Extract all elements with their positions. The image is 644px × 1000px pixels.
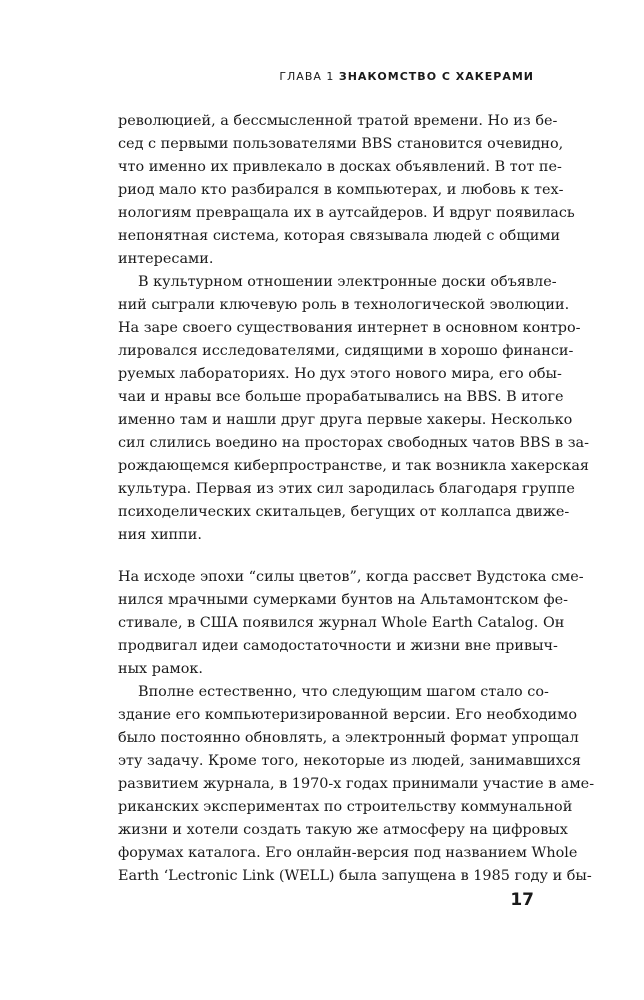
text-line: было постоянно обновлять, а электронный формат упрощал: [118, 730, 579, 746]
text-line: На заре своего существования интернет в основном контро-: [118, 320, 581, 336]
text-line: сед с первыми пользователями BBS становится очевидно,: [118, 136, 564, 152]
body-section-two: [118, 566, 595, 888]
text-line: ний сыграли ключевую роль в технологической эволюции.: [118, 297, 570, 313]
chapter-number: ГЛАВА 1: [279, 70, 335, 83]
text-line: В культурном отношении электронные доски объявле-: [138, 274, 557, 290]
text-line: руемых лабораториях. Но дух этого нового мира, его обы-: [118, 366, 562, 382]
text-line: нился мрачными сумерками бунтов на Альтамонтском фе-: [118, 592, 569, 608]
text-line: риканских экспериментах по строительству коммунальной: [118, 799, 573, 815]
text-line: психоделических скитальцев, бегущих от коллапса движе-: [118, 504, 570, 520]
text-line: ных рамок.: [118, 661, 203, 677]
text-line: стивале, в США появился журнал Whole Earth Catalog. Он: [118, 615, 565, 631]
body-section-one: [118, 110, 590, 547]
text-line: нологиям превращала их в аутсайдеров. И вдруг появилась: [118, 205, 575, 221]
text-line: лировался исследователями, сидящими в хорошо финанси-: [118, 343, 574, 359]
text-line: чаи и нравы все больше прорабатывались на BBS. В итоге: [118, 389, 564, 405]
text-line: продвигал идеи самодостаточности и жизни вне привыч-: [118, 638, 558, 654]
text-line: На исходе эпохи “силы цветов”, когда рассвет Вудстока сме-: [118, 569, 584, 585]
text-line: что именно их привлекало в досках объявлений. В тот пе-: [118, 159, 562, 175]
text-line: Earth ‘Lectronic Link (WELL) была запущена в 1985 году и бы-: [118, 868, 592, 884]
text-line: Вполне естественно, что следующим шагом стало со-: [138, 684, 549, 700]
text-line: жизни и хотели создать такую же атмосферу на цифровых: [118, 822, 568, 838]
page-number: 17: [510, 890, 534, 910]
text-line: эту задачу. Кроме того, некоторые из людей, занимавшихся: [118, 753, 581, 769]
text-line: развитием журнала, в 1970-х годах принимали участие в аме-: [118, 776, 595, 792]
text-line: рождающемся киберпространстве, и так возникла хакерская: [118, 458, 590, 474]
text-line: непонятная система, которая связывала людей с общими: [118, 228, 561, 244]
text-line: интересами.: [118, 251, 214, 267]
text-line: форумах каталога. Его онлайн-версия под названием Whole: [118, 845, 578, 861]
chapter-title: ЗНАКОМСТВО С ХАКЕРАМИ: [338, 70, 534, 83]
running-head: [279, 70, 534, 83]
text-line: революцией, а бессмысленной тратой времени. Но из бе-: [118, 113, 558, 129]
text-line: сил слились воедино на просторах свободных чатов BBS в за-: [118, 435, 589, 451]
text-line: ния хиппи.: [118, 527, 202, 543]
text-line: культура. Первая из этих сил зародилась благодаря группе: [118, 481, 575, 497]
text-line: здание его компьютеризированной версии. Его необходимо: [118, 707, 577, 723]
text-line: именно там и нашли друг друга первые хакеры. Несколько: [118, 412, 573, 428]
text-line: риод мало кто разбирался в компьютерах, и любовь к тех-: [118, 182, 564, 198]
